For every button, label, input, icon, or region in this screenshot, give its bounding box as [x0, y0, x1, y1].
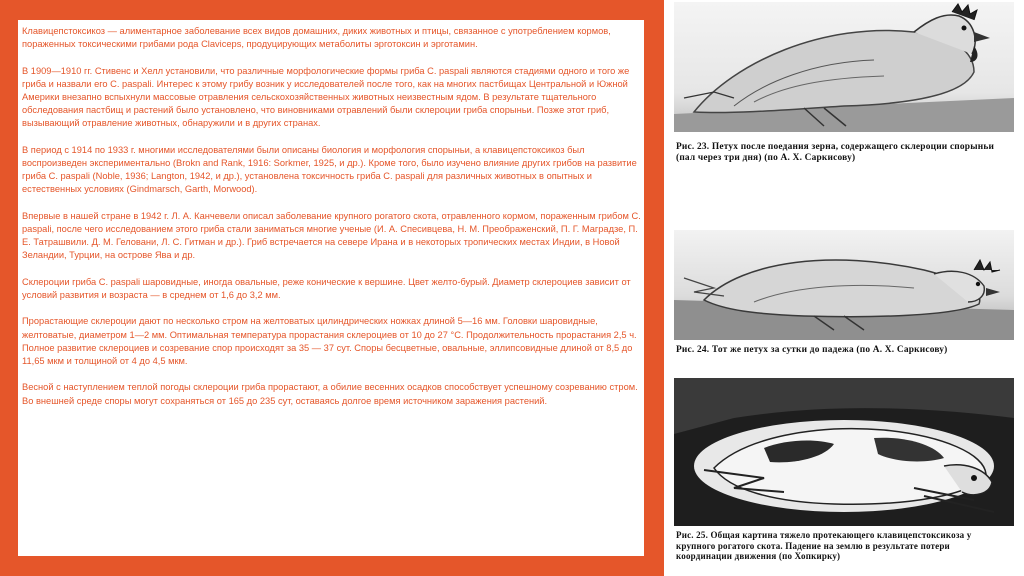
- figure-caption-24: Рис. 24. Тот же петух за сутки до падежа (по А. Х. Саркисову): [676, 345, 948, 355]
- text-panel: [18, 20, 644, 556]
- paragraph-2: В 1909—1910 гг. Стивенс и Хелл установили, что различные морфологические формы гриба С. paspali являются стадиями одного и того же гриба и назвали его С. paspali. Интерес к этому грибу возник у исследователей после того, как на многих пастбищах Центральной и Южной Америки внезапно вспыхнули массовые отравления сельскохозяйственных животных неизвестным ядом. В результате тщательного обследования пастбищ и растений было установлено, что виновниками отравлений были склероции гриба спорыньи. Позже этот гриб, вызывающий отравление животных, обнаружили и в других странах.: [22, 65, 630, 129]
- paragraph-7: Весной с наступлением теплой погоды склероции гриба прорастают, а обилие весенних осадков способствует успешному созреванию стром. Во внешней среде споры могут сохраняться от 165 до 235 сут, оставаясь долгое время источником заражения растений.: [22, 382, 638, 406]
- cattle-photo: [674, 378, 1014, 526]
- figures-panel: [664, 0, 1024, 576]
- paragraph-3: В период с 1914 по 1933 г. многими исследователями были описаны биология и морфология спорыньи, а клавицепстоксикоз был воспроизведен экспериментально (Brokn and Rank, 1916: Sorkmer, 1925, и др.). Кроме того, было изучено влияние других грибов на развитие гриба С. paspali (Noble, 1936; Langton, 1942, и др.), установлена токсичность гриба С. paspali для различных животных в опытных и естественных условиях (Gindmarsch, Garth, Morwood).: [22, 144, 637, 195]
- rooster-sick-photo: [674, 230, 1014, 340]
- paragraph-6: Прорастающие склероции дают по несколько стром на желтоватых цилиндрических ножках длиной 5—16 мм. Головки шаровидные, желтоватые, диаметром 1—2 мм. Оптимальная температура прорастания склероциев от 10 до 27 °С. Продолжительность прорастания 2,5 ч. Полное развитие склероциев и созревание спор происходят за 35 — 37 сут. Споры бесцветные, овальные, эллипсовидные длиной от 8,5 до 11,65 мкм и толщиной от 4 до 4,5 мкм.: [22, 316, 637, 366]
- paragraph-4: Впервые в нашей стране в 1942 г. Л. А. Канчевели описал заболевание крупного рогатого скота, отравленного кормом, пораженным грибом С. paspali, после чего исследованием этого гриба стали заниматься многие ученые (И. А. Спесивцева, Н. М. Преображенский, П. Г. Маградзе, П. Е. Татрашвили. Д. М. Геловани, Л. С. Гитман и др.). Гриб встречается на севере Ирана и в некоторых тропических местах Индии, в Новой Зеландии, Турции, на острове Ява и др.: [22, 210, 641, 261]
- figure-caption-23: Рис. 23. Петух после поедания зерна, содержащего склероции спорыньи (пал через три дня) (по А. Х. Саркисову): [676, 142, 995, 163]
- figure-caption-25: Рис. 25. Общая картина тяжело протекающего клавицепстоксикоза у крупного рогатого скота. Падение на землю в результате потери координации движения (по Хопкирку): [676, 530, 972, 561]
- article-text: [22, 25, 644, 421]
- rooster-dead-photo: [674, 2, 1014, 132]
- paragraph-5: Склероции гриба С. paspali шаровидные, иногда овальные, реже конические к вершине. Цвет желто-бурый. Диаметр склероциев зависит от условий развития и возраста — в среднем от 1,6 до 3,2 мм.: [22, 276, 631, 300]
- paragraph-1: Клавицепстоксикоз — алиментарное заболевание всех видов домашних, диких животных и птицы, связанное с употреблением кормов, пораженных токсическими грибами рода Claviceps, продуцирующих метаболиты эрготоксин и эрготамин.: [22, 26, 611, 50]
